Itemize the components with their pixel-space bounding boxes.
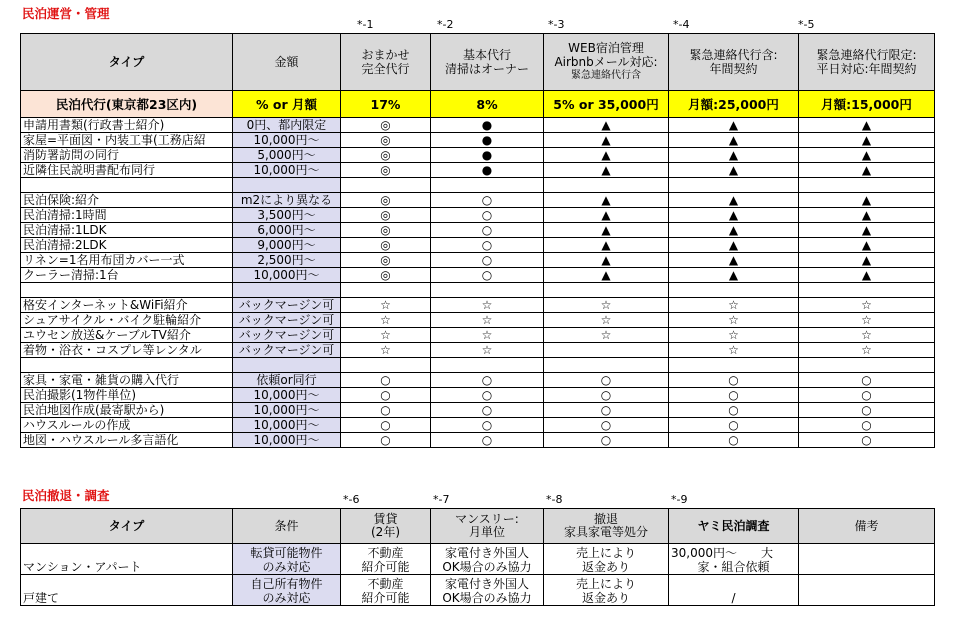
row-col4: ▲ xyxy=(669,238,799,253)
row-col4: ▲ xyxy=(669,208,799,223)
row-cond: 自己所有物件 のみ対応 xyxy=(233,575,341,606)
row-item: 着物・浴衣・コスプレ等レンタル xyxy=(21,343,233,358)
table-row xyxy=(21,193,935,208)
row-col3 xyxy=(544,343,669,358)
blank-cell xyxy=(233,178,341,193)
blank-cell xyxy=(431,178,544,193)
table-row xyxy=(21,268,935,283)
row-col5: ☆ xyxy=(799,343,935,358)
blank-cell xyxy=(21,178,233,193)
row-col5: ▲ xyxy=(799,163,935,178)
row-col4: ▲ xyxy=(669,148,799,163)
row-col3: ▲ xyxy=(544,193,669,208)
blank-cell xyxy=(669,358,799,373)
header-col1: おまかせ 完全代行 xyxy=(341,34,431,91)
row-item: 申請用書類(行政書士紹介) xyxy=(21,118,233,133)
row-col3: ○ xyxy=(544,373,669,388)
row-col2: ○ xyxy=(431,253,544,268)
table-row xyxy=(21,328,935,343)
table-row xyxy=(21,433,935,448)
row-col1: ☆ xyxy=(341,313,431,328)
blank-cell xyxy=(799,178,935,193)
blank-cell xyxy=(233,358,341,373)
row-col1: ◎ xyxy=(341,118,431,133)
note-5: *-5 xyxy=(798,18,815,31)
table-row xyxy=(21,298,935,313)
row-col2: ☆ xyxy=(431,328,544,343)
row-col5: ○ xyxy=(799,418,935,433)
note-6: *-6 xyxy=(343,493,360,506)
blank-cell xyxy=(341,358,431,373)
table-row xyxy=(21,163,935,178)
header-col4: 緊急連絡代行含: 年間契約 xyxy=(669,34,799,91)
row-col3: ▲ xyxy=(544,253,669,268)
row-col5: ○ xyxy=(799,388,935,403)
row-col2: ● xyxy=(431,148,544,163)
row-col1: ◎ xyxy=(341,253,431,268)
row-col4: ▲ xyxy=(669,118,799,133)
row-col4: ▲ xyxy=(669,133,799,148)
row-col1: ○ xyxy=(341,403,431,418)
row-col1: ◎ xyxy=(341,133,431,148)
row-col1: ◎ xyxy=(341,208,431,223)
row-col1: ○ xyxy=(341,418,431,433)
row-col5 xyxy=(799,575,935,606)
row-col3: ▲ xyxy=(544,268,669,283)
blank-cell xyxy=(233,283,341,298)
header-col5: 緊急連絡代行限定: 平日対応:年間契約 xyxy=(799,34,935,91)
note-3: *-3 xyxy=(548,18,565,31)
row-col4: ○ xyxy=(669,418,799,433)
row-col1: ◎ xyxy=(341,163,431,178)
price-col2: 8% xyxy=(431,91,544,118)
price-label: 民泊代行(東京都23区内) xyxy=(21,91,233,118)
header2-type: タイプ xyxy=(21,509,233,544)
header-type: タイプ xyxy=(21,34,233,91)
table-row xyxy=(21,133,935,148)
row-col4: ▲ xyxy=(669,163,799,178)
row-col3: ▲ xyxy=(544,118,669,133)
row-col2: ☆ xyxy=(431,313,544,328)
row-col5: ☆ xyxy=(799,328,935,343)
row-col4: ▲ xyxy=(669,268,799,283)
row-col4: ○ xyxy=(669,433,799,448)
blank-cell xyxy=(341,178,431,193)
note-7: *-7 xyxy=(433,493,450,506)
row-col2: ● xyxy=(431,163,544,178)
row-col2: ○ xyxy=(431,418,544,433)
row-col5: ☆ xyxy=(799,298,935,313)
blank-cell xyxy=(669,283,799,298)
row-amount: 0円、都内限定 xyxy=(233,118,341,133)
row-col4: ○ xyxy=(669,403,799,418)
row-col4: ☆ xyxy=(669,313,799,328)
table-row xyxy=(21,403,935,418)
row-item: ユウセン放送&ケーブルTV紹介 xyxy=(21,328,233,343)
row-amount: 6,000円～ xyxy=(233,223,341,238)
row-col5 xyxy=(799,544,935,575)
blank-row xyxy=(21,358,935,373)
row-item: 民泊地図作成(最寄駅から) xyxy=(21,403,233,418)
note-8: *-8 xyxy=(546,493,563,506)
row-amount: 5,000円～ xyxy=(233,148,341,163)
row-col1: ◎ xyxy=(341,268,431,283)
note-4: *-4 xyxy=(673,18,690,31)
row-item: 格安インターネット&WiFi紹介 xyxy=(21,298,233,313)
row-col1: ◎ xyxy=(341,223,431,238)
row-col1: 不動産 紹介可能 xyxy=(341,575,431,606)
row-amount: 9,000円～ xyxy=(233,238,341,253)
row-col2: ● xyxy=(431,118,544,133)
blank-cell xyxy=(431,283,544,298)
header2-col5: 備考 xyxy=(799,509,935,544)
row-col2: 家電付き外国人 OK場合のみ協力 xyxy=(431,544,544,575)
row-item: 近隣住民説明書配布同行 xyxy=(21,163,233,178)
row-col3: ▲ xyxy=(544,163,669,178)
blank-cell xyxy=(544,358,669,373)
table-row xyxy=(21,148,935,163)
row-col2: ☆ xyxy=(431,343,544,358)
row-col3: 売上により 返金あり xyxy=(544,575,669,606)
row-item: 家具・家電・雑貨の購入代行 xyxy=(21,373,233,388)
row-item: 民泊清掃:2LDK xyxy=(21,238,233,253)
row-item: リネン=1名用布団カバー一式 xyxy=(21,253,233,268)
blank-cell xyxy=(799,283,935,298)
table-row xyxy=(21,238,935,253)
row-col4: 30,000円～ 大 家・組合依頼 xyxy=(669,544,799,575)
row-col1: ○ xyxy=(341,373,431,388)
row-col1: ◎ xyxy=(341,238,431,253)
row-amount: 2,500円～ xyxy=(233,253,341,268)
row-item: 消防署訪問の同行 xyxy=(21,148,233,163)
row-col4: ☆ xyxy=(669,343,799,358)
row-col4: ○ xyxy=(669,373,799,388)
section1-title: 民泊運営・管理 xyxy=(22,6,110,21)
blank-cell xyxy=(799,358,935,373)
row-item: 民泊撮影(1物件単位) xyxy=(21,388,233,403)
row-col5: ○ xyxy=(799,373,935,388)
row-col3: ☆ xyxy=(544,328,669,343)
row-col2: 家電付き外国人 OK場合のみ協力 xyxy=(431,575,544,606)
price-row xyxy=(21,91,935,118)
row-col4: ☆ xyxy=(669,328,799,343)
table-row xyxy=(21,223,935,238)
row-col3: ▲ xyxy=(544,223,669,238)
row-col1: ◎ xyxy=(341,148,431,163)
price-col5: 月額:15,000円 xyxy=(799,91,935,118)
row-col2: ○ xyxy=(431,433,544,448)
blank-cell xyxy=(21,283,233,298)
row-col2: ○ xyxy=(431,238,544,253)
row-item: 民泊清掃:1LDK xyxy=(21,223,233,238)
row-col5: ▲ xyxy=(799,253,935,268)
row-item: シュアサイクル・バイク駐輪紹介 xyxy=(21,313,233,328)
blank-cell xyxy=(341,283,431,298)
row-col2: ○ xyxy=(431,208,544,223)
row-amount: m2により異なる xyxy=(233,193,341,208)
row-item: 家屋=平面図・内装工事(工務店紹 xyxy=(21,133,233,148)
row-col1: ○ xyxy=(341,388,431,403)
blank-cell xyxy=(431,358,544,373)
row-col2: ● xyxy=(431,133,544,148)
row-col5: ▲ xyxy=(799,238,935,253)
row-col4: ▲ xyxy=(669,253,799,268)
row-col2: ○ xyxy=(431,373,544,388)
blank-cell xyxy=(544,178,669,193)
row-type: 戸建て xyxy=(21,575,233,606)
table-row xyxy=(21,388,935,403)
row-col4: ○ xyxy=(669,388,799,403)
header2-col1: 賃貸 (2年) xyxy=(341,509,431,544)
row-col5: ▲ xyxy=(799,193,935,208)
header-row-2 xyxy=(21,509,935,544)
row-col3: ▲ xyxy=(544,238,669,253)
blank-row xyxy=(21,178,935,193)
row-amount: 10,000円～ xyxy=(233,403,341,418)
row-col5: ▲ xyxy=(799,118,935,133)
row-amount: バックマージン可 xyxy=(233,313,341,328)
row-col3: ○ xyxy=(544,388,669,403)
row-col2: ☆ xyxy=(431,298,544,313)
row-col4: ▲ xyxy=(669,223,799,238)
row-col1: ☆ xyxy=(341,298,431,313)
table-row xyxy=(21,418,935,433)
blank-cell xyxy=(669,178,799,193)
row-amount: 10,000円～ xyxy=(233,388,341,403)
note-1: *-1 xyxy=(357,18,374,31)
header2-col3: 撤退 家具家電等処分 xyxy=(544,509,669,544)
row-col3: ▲ xyxy=(544,208,669,223)
row-item: 民泊清掃:1時間 xyxy=(21,208,233,223)
row-amount: バックマージン可 xyxy=(233,343,341,358)
header-amount: 金額 xyxy=(233,34,341,91)
header2-col4: ヤミ民泊調査 xyxy=(669,509,799,544)
header-col2: 基本代行 清掃はオーナー xyxy=(431,34,544,91)
row-amount: 10,000円～ xyxy=(233,433,341,448)
row-amount: 10,000円～ xyxy=(233,418,341,433)
row-amount: 3,500円～ xyxy=(233,208,341,223)
row-col1: ○ xyxy=(341,433,431,448)
price-col3: 5% or 35,000円 xyxy=(544,91,669,118)
table-row xyxy=(21,118,935,133)
table-row xyxy=(21,575,935,606)
row-col5: ○ xyxy=(799,433,935,448)
header2-col2: マンスリー: 月単位 xyxy=(431,509,544,544)
table-row xyxy=(21,373,935,388)
note-2: *-2 xyxy=(437,18,454,31)
row-col4: / xyxy=(669,575,799,606)
row-col3: ☆ xyxy=(544,298,669,313)
row-col5: ▲ xyxy=(799,223,935,238)
row-col5: ▲ xyxy=(799,268,935,283)
row-col3: ▲ xyxy=(544,148,669,163)
row-amount: 10,000円～ xyxy=(233,163,341,178)
row-col3: ○ xyxy=(544,403,669,418)
row-col5: ▲ xyxy=(799,208,935,223)
row-amount: 依頼or同行 xyxy=(233,373,341,388)
table-row xyxy=(21,544,935,575)
row-amount: バックマージン可 xyxy=(233,298,341,313)
row-item: ハウスルールの作成 xyxy=(21,418,233,433)
row-type: マンション・アパート xyxy=(21,544,233,575)
table-row xyxy=(21,343,935,358)
header2-cond: 条件 xyxy=(233,509,341,544)
row-col3: ▲ xyxy=(544,133,669,148)
blank-cell xyxy=(21,358,233,373)
row-col3: ☆ xyxy=(544,313,669,328)
section2-title: 民泊撤退・調査 xyxy=(22,488,110,503)
row-amount: 10,000円～ xyxy=(233,133,341,148)
management-table xyxy=(20,33,935,448)
header-row xyxy=(21,34,935,91)
row-item: 地図・ハウスルール多言語化 xyxy=(21,433,233,448)
row-col1: ☆ xyxy=(341,328,431,343)
table-row xyxy=(21,313,935,328)
row-col5: ▲ xyxy=(799,148,935,163)
note-9: *-9 xyxy=(671,493,688,506)
row-col5: ○ xyxy=(799,403,935,418)
row-col5: ▲ xyxy=(799,133,935,148)
row-col2: ○ xyxy=(431,193,544,208)
row-col3: 売上により 返金あり xyxy=(544,544,669,575)
row-col5: ☆ xyxy=(799,313,935,328)
row-col3: ○ xyxy=(544,433,669,448)
row-item: クーラー清掃:1台 xyxy=(21,268,233,283)
row-col1: ☆ xyxy=(341,343,431,358)
header-col3: WEB宿泊管理 Airbnbメール対応: 緊急連絡代行含 xyxy=(544,34,669,91)
row-amount: バックマージン可 xyxy=(233,328,341,343)
blank-row xyxy=(21,283,935,298)
row-col4: ☆ xyxy=(669,298,799,313)
row-col2: ○ xyxy=(431,403,544,418)
price-amount: % or 月額 xyxy=(233,91,341,118)
price-col1: 17% xyxy=(341,91,431,118)
row-col2: ○ xyxy=(431,223,544,238)
row-item: 民泊保険:紹介 xyxy=(21,193,233,208)
row-col3: ○ xyxy=(544,418,669,433)
row-col2: ○ xyxy=(431,388,544,403)
withdrawal-table xyxy=(20,508,935,606)
row-col2: ○ xyxy=(431,268,544,283)
table-row xyxy=(21,253,935,268)
row-col4: ▲ xyxy=(669,193,799,208)
row-col1: ◎ xyxy=(341,193,431,208)
table-row xyxy=(21,208,935,223)
price-col4: 月額:25,000円 xyxy=(669,91,799,118)
row-col1: 不動産 紹介可能 xyxy=(341,544,431,575)
row-amount: 10,000円～ xyxy=(233,268,341,283)
blank-cell xyxy=(544,283,669,298)
row-cond: 転貸可能物件 のみ対応 xyxy=(233,544,341,575)
